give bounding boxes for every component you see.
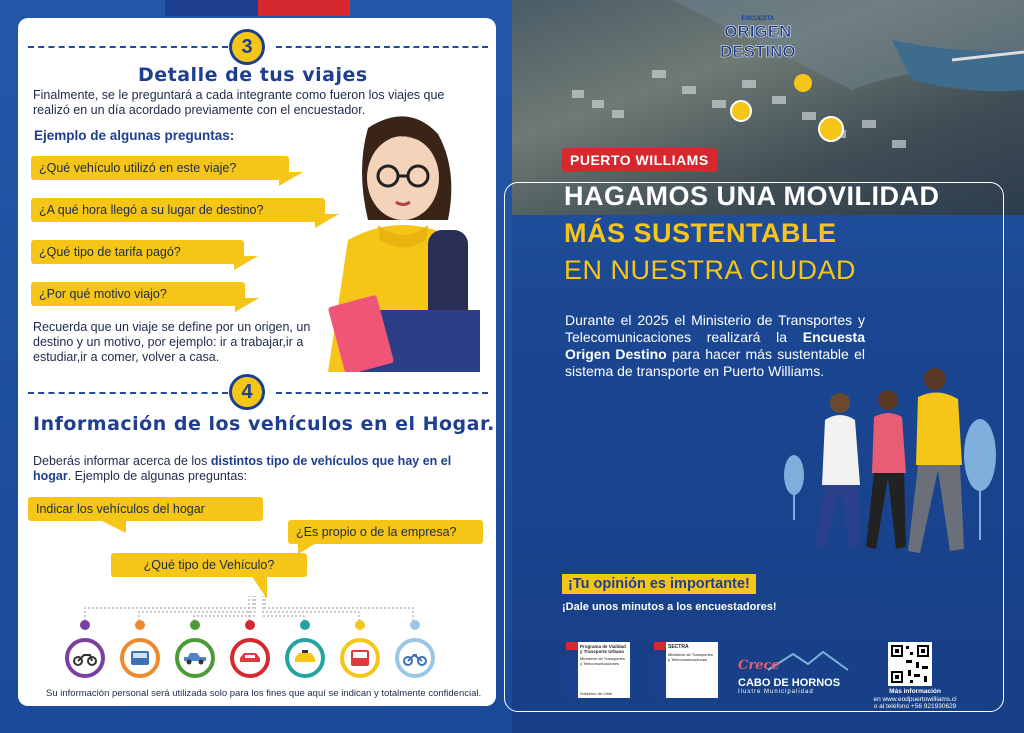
logo-top: ENCUESTA <box>741 16 775 22</box>
bus-icon <box>340 638 380 678</box>
examples-label: Ejemplo de algunas preguntas: <box>34 128 235 143</box>
question-text: ¿A qué hora llegó a su lugar de destino? <box>39 203 264 217</box>
trip-definition-note: Recuerda que un viaje se define por un origen, un destino y un motivo, por ejemplo: ir a trabajar,ir a estudiar,ir a comer, volver a casa. <box>33 320 311 364</box>
car-icon <box>230 638 270 678</box>
more-info <box>870 688 960 711</box>
section-3-intro: Finalmente, se le preguntará a cada integrante como fueron los viajes que realizó en un día acordado previamente con el encuestador. <box>33 88 445 117</box>
connector-dot <box>245 620 255 630</box>
question-text: ¿Por qué motivo viajo? <box>39 287 167 301</box>
para-text: para hacer más sustentable el sistema de transporte en Puerto Williams. <box>565 346 865 379</box>
bicycle-pin-icon <box>730 100 752 122</box>
section-3-title: Detalle de tus viajes <box>138 64 368 86</box>
privacy-footer: Su información personal será utilizada solo para los fines que aquí se indican y totalmente confidencial. <box>46 688 482 699</box>
flag-stripe <box>165 0 350 16</box>
question-text: Indicar los vehículos del hogar <box>36 502 205 516</box>
info-card <box>18 18 496 706</box>
question-text: ¿Es propio o de la empresa? <box>296 525 457 539</box>
logo2-sub: Ministerio de Transportes y Telecomunicaciones <box>668 652 713 662</box>
logo2-text: SECTRA <box>668 644 689 650</box>
connector-dot <box>300 620 310 630</box>
people-walking-illustration <box>770 365 1000 565</box>
muni-text: Ilustre Municipalidad <box>738 689 814 695</box>
section-4-title: Información de los vehículos en el Hogar. <box>33 413 495 435</box>
cabo-de-hornos-logo <box>738 648 854 695</box>
map-pin-icon <box>794 74 812 92</box>
pickup-icon <box>175 638 215 678</box>
intro-text: Deberás informar acerca de los <box>33 454 211 468</box>
divider <box>28 392 228 394</box>
question-bubble <box>111 553 307 577</box>
opinion-banner: ¡Tu opinión es importante! <box>562 574 756 594</box>
info-web[interactable]: en www.eodpuertowilliams.cl <box>873 695 957 703</box>
connector-dot <box>135 620 145 630</box>
bicycle-icon <box>395 638 435 678</box>
logo1-footer: Gobierno de Chile <box>580 691 613 696</box>
logo1-sub: Ministerio de Transportes y Telecomunicaciones <box>580 656 625 666</box>
divider <box>28 46 228 48</box>
logo-line1: ORIGEN <box>724 22 792 41</box>
headline-line2: MÁS SUSTENTABLE <box>564 218 837 248</box>
qr-code-icon[interactable] <box>888 642 932 686</box>
para-highlight: Encuesta Origen Destino <box>565 329 865 362</box>
headline-line3: EN NUESTRA CIUDAD <box>564 255 857 285</box>
question-text: ¿Qué tipo de tarifa pagó? <box>39 245 181 259</box>
question-bubble <box>28 497 263 521</box>
origen-destino-logo <box>720 16 796 62</box>
intro-highlight: distintos tipo de vehículos que hay en el hogar <box>33 454 452 483</box>
question-text: ¿Qué tipo de Vehículo? <box>143 558 275 572</box>
mtt-logo <box>566 642 630 698</box>
divider <box>276 392 488 394</box>
divider <box>276 46 488 48</box>
logo1-text: Programa de Vialidad y Transporte Urbano <box>580 644 626 654</box>
intro-text: . Ejemplo de algunas preguntas: <box>67 469 248 483</box>
truck-icon <box>120 638 160 678</box>
sectra-logo <box>654 642 718 698</box>
step-4-badge: 4 <box>229 374 265 410</box>
step-3-badge: 3 <box>229 29 265 65</box>
opinion-subtitle: ¡Dale unos minutos a los encuestadores! <box>562 601 777 613</box>
crece-text: Crece <box>738 658 780 673</box>
headline-line1: HAGAMOS UNA MOVILIDAD <box>564 181 940 211</box>
connector-dot <box>80 620 90 630</box>
question-text: ¿Qué vehículo utilizó en este viaje? <box>39 161 237 175</box>
question-bubble <box>288 520 483 544</box>
question-bubble <box>31 198 325 222</box>
taxi-icon <box>285 638 325 678</box>
surveyor-illustration <box>308 110 496 372</box>
info-phone: o al teléfono +56 921930629 <box>873 703 957 710</box>
question-bubble <box>31 156 289 180</box>
place-badge: PUERTO WILLIAMS <box>562 148 717 172</box>
cabo-text: CABO DE HORNOS <box>738 677 841 689</box>
connector-dot <box>355 620 365 630</box>
bus-pin-icon <box>818 116 844 142</box>
connector-dot <box>190 620 200 630</box>
connector-dot <box>410 620 420 630</box>
question-bubble <box>31 282 245 306</box>
info-label: Más información <box>889 688 941 695</box>
para-text: Durante el 2025 el Ministerio de Transportes y Telecomunicaciones realizará la <box>565 312 865 345</box>
section-4-intro <box>33 454 453 484</box>
motorcycle-icon <box>65 638 105 678</box>
logo-line2: DESTINO <box>720 42 796 61</box>
question-bubble <box>31 240 244 264</box>
